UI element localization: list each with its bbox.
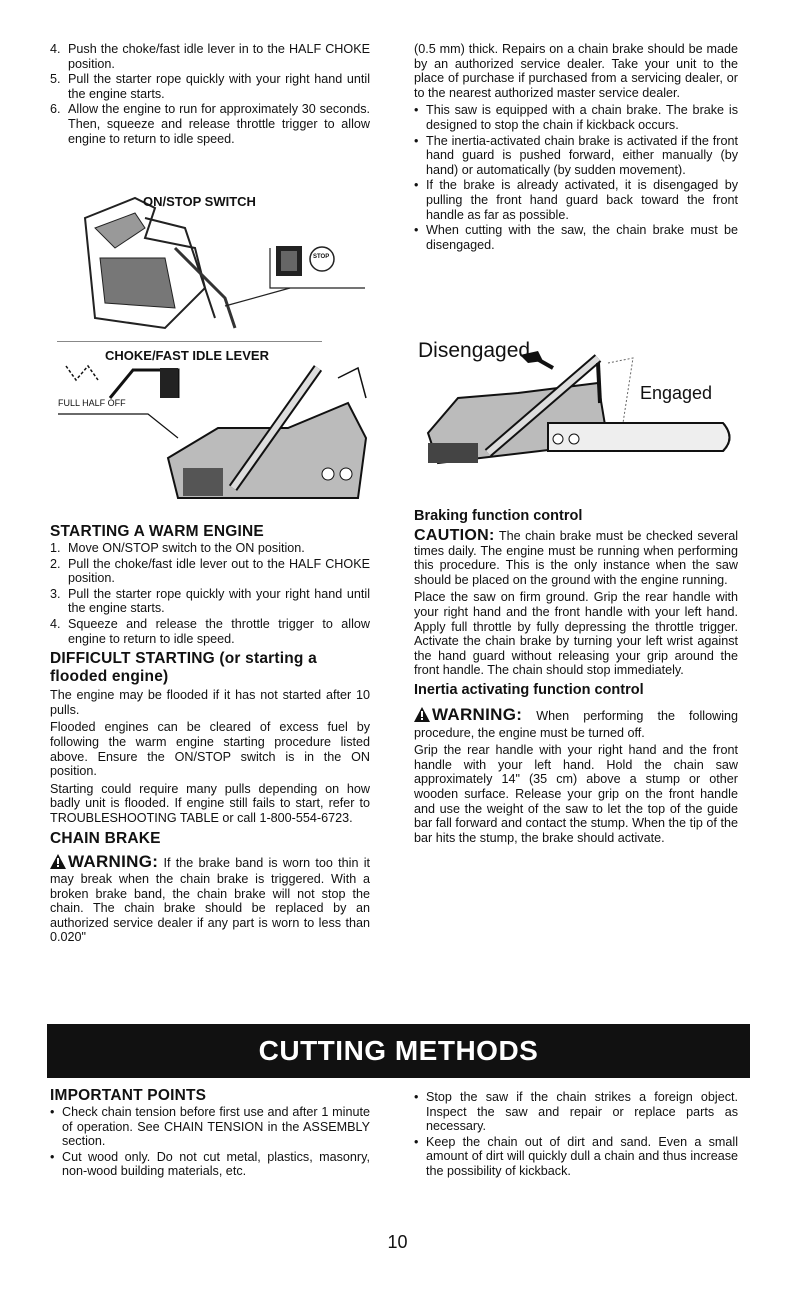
braking-function-heading: Braking function control [414,508,583,524]
caution-paragraph [414,529,738,587]
list-item: 6. Allow the engine to run for approximately 30 seconds. Then, squeeze and release throttle trigger to allow engine to return to idle speed. [50,102,370,146]
choke-lever-illustration [48,358,373,508]
paragraph: Starting could require many pulls depending on how badly unit is flooded. If engine still fails to start, refer to TROUBLESHOOTING TABLE or call 1-800-554-6723. [50,781,370,825]
list-item: 3. Pull the starter rope quickly with your right hand until the engine starts. [50,586,370,616]
list-item: 5. Pull the starter rope quickly with your right hand until the engine starts. [50,72,370,101]
chain-brake-figure [418,339,748,493]
page-number: 10 [387,1232,408,1252]
difficult-starting-heading: DIFFICULT STARTING (or starting a flooded engine) [50,650,317,686]
choke-lever-figure [48,358,373,508]
warning-triangle-icon [414,707,430,726]
list-item: • When cutting with the saw, the chain brake must be disengaged. [414,223,738,252]
list-item: 4. Squeeze and release the throttle trigger to allow engine to return to idle speed. [50,616,370,646]
section-banner: CUTTING METHODS [47,1024,750,1078]
list-item: • Keep the chain out of dirt and sand. Even a small amount of dirt will quickly dull a chain and thus increase the possibility of kickback. [414,1135,738,1179]
choke-positions-label: FULL HALF OFF [58,398,126,408]
warning-label: WARNING: [68,851,159,871]
left-lower-text [50,523,370,948]
important-points-left [50,1087,370,1180]
chain-brake-illustration [418,343,748,493]
warning-text: When performing the following procedure, the engine must be turned off. [414,708,739,740]
list-item: • This saw is equipped with a chain brake. The brake is designed to stop the chain if kickback occurs. [414,103,738,132]
engaged-label: Engaged [640,383,713,403]
paragraph: Place the saw on firm ground. Grip the rear handle with your right hand and the front handle with your left hand. Apply full throttle by fully depressing the throttle trigger. Activate the chain brake by turning your left wrist against the hand guard without releasing your grip around the front handle. The chain should stop immediately. [414,590,738,678]
list-item: • The inertia-activated chain brake is activated if the front hand guard is pushed forward, either manually (by hand) or automatically (by sudden movement). [414,134,738,178]
inertia-warning [414,704,739,740]
warm-engine-heading: STARTING A WARM ENGINE [50,523,264,540]
right-top-text [414,42,738,253]
list-item: • Check chain tension before first use and after 1 minute of operation. See CHAIN TENSION in the ASSEMBLY section. [50,1105,370,1149]
list-item: 4. Push the choke/fast idle lever in to the HALF CHOKE position. [50,42,370,71]
disengaged-label: Disengaged [418,339,531,362]
important-points-right [414,1090,738,1180]
chainsaw-switch-illustration [75,188,375,338]
caution-text: The chain brake must be checked several times daily. The engine must be running when performing this procedure. This is the only instance when the saw should be placed on the ground with the engine running. [414,529,739,587]
right-lower-text [414,508,738,848]
list-item: • Cut wood only. Do not cut metal, plastics, masonry, non-wood building materials, etc. [50,1150,370,1179]
on-stop-switch-label: ON/STOP SWITCH [143,194,256,209]
list-item: 1. Move ON/STOP switch to the ON position. [50,541,305,555]
important-points-heading: IMPORTANT POINTS [50,1087,207,1104]
left-top-steps [50,42,370,147]
caution-label: CAUTION: [414,527,495,544]
warning-triangle-icon [50,854,66,873]
paragraph: (0.5 mm) thick. Repairs on a chain brake should be made by an authorized service dealer. Take your unit to the place of purchase if purchased from a servicing dealer, or to the nearest authorized master service dealer. [414,42,738,100]
chain-brake-heading: CHAIN BRAKE [50,829,161,847]
chain-brake-warning [50,851,370,946]
choke-lever-caption: CHOKE/FAST IDLE LEVER [105,348,269,363]
inertia-function-heading: Inertia activating function control [414,681,644,698]
list-item: • If the brake is already activated, it is disengaged by pulling the front hand guard back toward the front handle as far as possible. [414,178,738,222]
paragraph: The engine may be flooded if it has not started after 10 pulls. [50,688,370,717]
paragraph: Grip the rear handle with your right hand and the front handle with your left hand. Hold the chain saw approximately 14" (35 cm) above a stump or other wooden surface. Release your grip on the front handle and use the weight of the saw to let the top of the guide bar fall forward and contact the stump. When the tip of the bar hits the stump, the brake should activate. [414,743,738,845]
warning-label: WARNING: [432,704,523,724]
paragraph: Flooded engines can be cleared of excess fuel by following the warm engine starting procedure listed above. Ensure the ON/STOP switch is in the ON position. [50,720,370,779]
stop-badge: STOP [313,254,330,260]
figure-divider [57,341,322,342]
list-item: • Stop the saw if the chain strikes a foreign object. Inspect the saw and repair or replace parts as necessary. [414,1090,738,1134]
on-stop-switch-figure [75,188,375,368]
list-item: 2. Pull the choke/fast idle lever out to the HALF CHOKE position. [50,556,370,586]
warning-text: If the brake band is worn too thin it may break when the chain brake is triggered. With a broken brake band, the chain brake will not stop the chain. The chain brake should be replaced by an authorized service dealer if any part is worn to less than 0.020" [50,855,370,945]
